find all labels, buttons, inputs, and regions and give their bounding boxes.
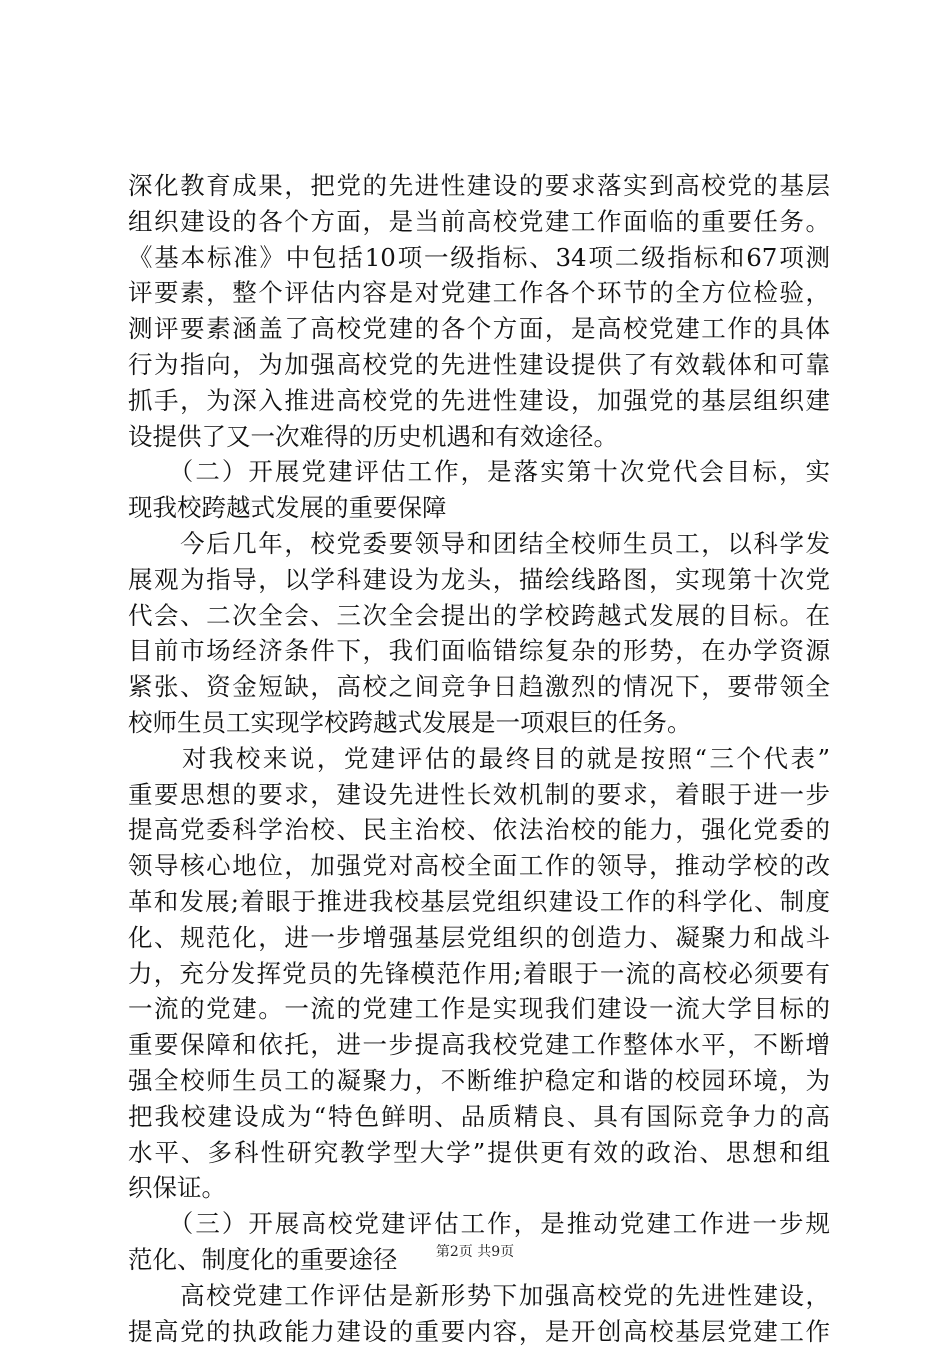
- text-line: 今后几年，校党委要领导和团结全校师生员工，以科学发: [128, 526, 830, 562]
- text-line: 校师生员工实现学校跨越式发展是一项艰巨的任务。: [128, 705, 830, 741]
- text-line: 强全校师生员工的凝聚力，不断维护稳定和谐的校园环境，为: [128, 1063, 830, 1099]
- section-heading-line: 现我校跨越式发展的重要保障: [128, 490, 830, 526]
- section-heading-line: （三）开展高校党建评估工作，是推动党建工作进一步规: [128, 1206, 830, 1242]
- text-line: 代会、二次全会、三次全会提出的学校跨越式发展的目标。在: [128, 598, 830, 634]
- text-line: 重要思想的要求，建设先进性长效机制的要求，着眼于进一步: [128, 777, 830, 813]
- text-line: 紧张、资金短缺，高校之间竞争日趋激烈的情况下，要带领全: [128, 669, 830, 705]
- text-line: 把我校建设成为“特色鲜明、品质精良、具有国际竞争力的高: [128, 1099, 830, 1135]
- text-line: 行为指向，为加强高校党的先进性建设提供了有效载体和可靠: [128, 347, 830, 383]
- text-line: 革和发展;着眼于推进我校基层党组织建设工作的科学化、制度: [128, 884, 830, 920]
- text-line: 重要保障和依托，进一步提高我校党建工作整体水平，不断增: [128, 1027, 830, 1063]
- text-line: 评要素，整个评估内容是对党建工作各个环节的全方位检验，: [128, 275, 830, 311]
- text-line: 抓手，为深入推进高校党的先进性建设，加强党的基层组织建: [128, 383, 830, 419]
- page-number: 第2页 共9页: [436, 1244, 514, 1260]
- text-line: 组织建设的各个方面，是当前高校党建工作面临的重要任务。: [128, 204, 830, 240]
- text-line: 深化教育成果，把党的先进性建设的要求落实到高校党的基层: [128, 168, 830, 204]
- text-line: 织保证。: [128, 1170, 830, 1206]
- text-line: 领导核心地位，加强党对高校全面工作的领导，推动学校的改: [128, 848, 830, 884]
- text-line: 目前市场经济条件下，我们面临错综复杂的形势，在办学资源: [128, 633, 830, 669]
- text-line: 高校党建工作评估是新形势下加强高校党的先进性建设，: [128, 1278, 830, 1314]
- text-line: 《基本标准》中包括10项一级指标、34项二级指标和67项测: [128, 240, 830, 276]
- page-footer: [0, 1242, 950, 1262]
- text-line: 提高党委科学治校、民主治校、依法治校的能力，强化党委的: [128, 812, 830, 848]
- text-line: 力，充分发挥党员的先锋模范作用;着眼于一流的高校必须要有: [128, 956, 830, 992]
- text-line: 提高党的执政能力建设的重要内容，是开创高校基层党建工作: [128, 1314, 830, 1349]
- text-line: 设提供了又一次难得的历史机遇和有效途径。: [128, 419, 830, 455]
- text-line: 化、规范化，进一步增强基层党组织的创造力、凝聚力和战斗: [128, 920, 830, 956]
- body-text: [128, 168, 830, 1349]
- text-line: 水平、多科性研究教学型大学”提供更有效的政治、思想和组: [128, 1135, 830, 1171]
- text-line: 展观为指导，以学科建设为龙头，描绘线路图，实现第十次党: [128, 562, 830, 598]
- section-heading-line: 范化、制度化的重要途径: [128, 1242, 830, 1278]
- text-line: 测评要素涵盖了高校党建的各个方面，是高校党建工作的具体: [128, 311, 830, 347]
- text-line: 一流的党建。一流的党建工作是实现我们建设一流大学目标的: [128, 991, 830, 1027]
- text-line: 对我校来说，党建评估的最终目的就是按照“三个代表”: [128, 741, 830, 777]
- section-heading-line: （二）开展党建评估工作，是落实第十次党代会目标，实: [128, 454, 830, 490]
